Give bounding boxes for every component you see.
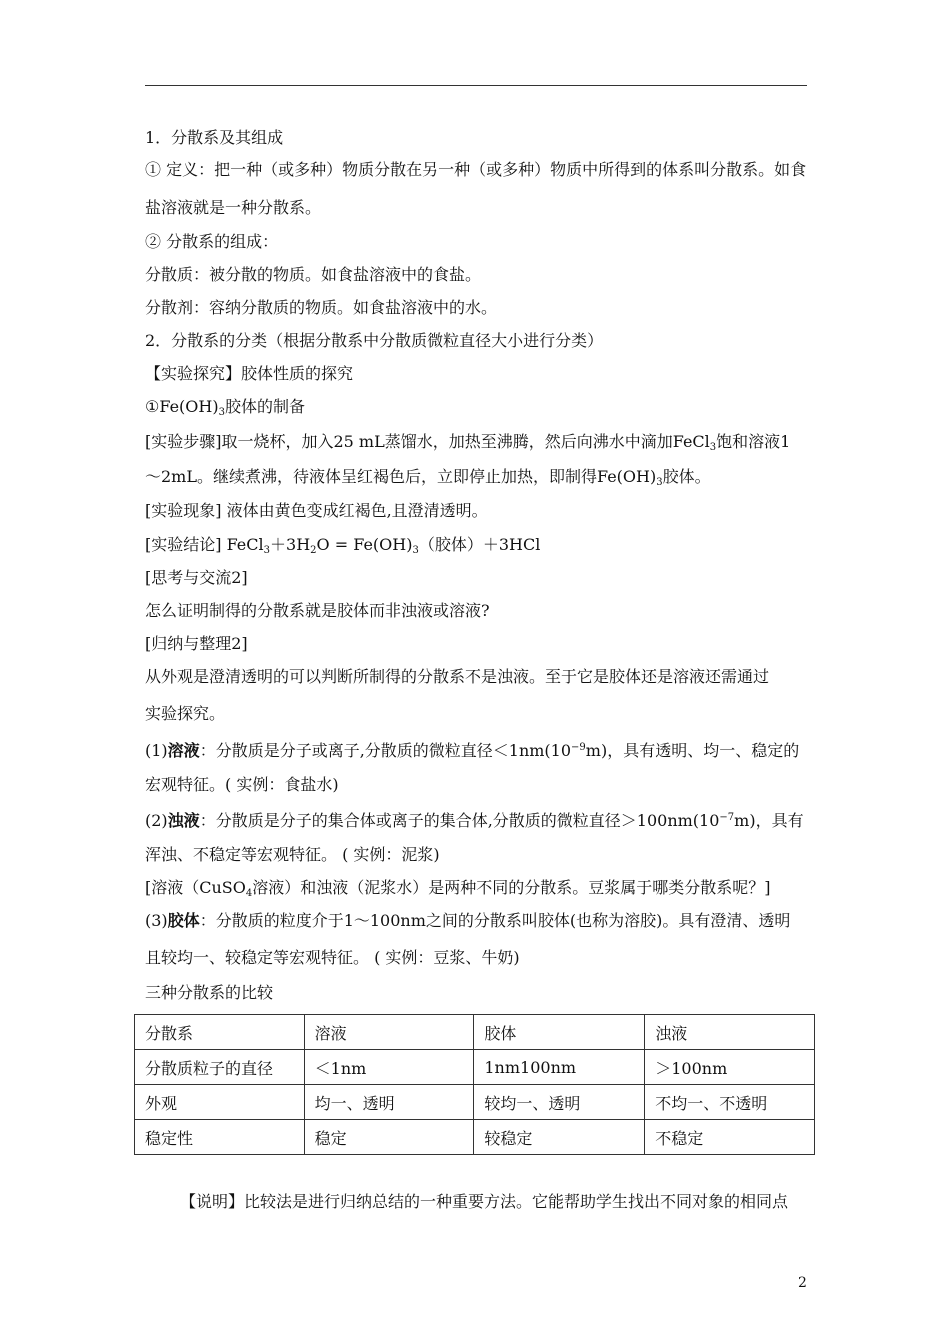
composition-heading: ② 分散系的组成： [145, 232, 279, 251]
colloid-cont: 且较均一、较稳定等宏观特征。 ( 实例：豆浆、牛奶) [145, 948, 520, 967]
table-cell: ＞100nm [645, 1050, 815, 1085]
suspension-line: (2)浊液：分散质是分子的集合体或离子的集合体,分散质的微粒直径$>100nm(10^{-7}m)$，具有 [145, 811, 804, 830]
dispersoid-line: 分散质：被分散的物质。如食盐溶液中的食盐。 [145, 265, 482, 284]
table-cell: 浊液 [645, 1015, 815, 1050]
procedure-line: [实验步骤]取一烧杯，加入25 mL蒸馏水，加热至沸腾，然后向沸水中滴加FeCl$_3$饱和溶液1 [145, 432, 791, 453]
bracket-note: [溶液（CuSO$_4$溶液）和浊液（泥浆水）是两种不同的分散系。豆浆属于哪类分散系呢？] [145, 878, 771, 899]
table-cell: 分散质粒子的直径 [135, 1050, 305, 1085]
table-cell: 较均一、透明 [474, 1085, 645, 1120]
table-cell: 1nm100nm [474, 1050, 645, 1085]
table-cell: 不稳定 [645, 1120, 815, 1155]
experiment-heading: 【实验探究】胶体性质的探究 [145, 364, 354, 383]
comparison-table [134, 1014, 815, 1155]
dispersant-line: 分散剂：容纳分散质的物质。如食盐溶液中的水。 [145, 298, 498, 317]
header-rule [145, 85, 807, 86]
solution-line: (1)溶液：分散质是分子或离子,分散质的微粒直径$<1nm(10^{-9}m)$，具有透明、均一、稳定的 [145, 741, 800, 760]
table-cell: 外观 [135, 1085, 305, 1120]
preparation-heading: $①Fe(OH)_3$胶体的制备 [145, 397, 305, 418]
table-cell: 分散系 [135, 1015, 305, 1050]
summary-line: 从外观是澄清透明的可以判断所制得的分散系不是浊液。至于它是胶体还是溶液还需通过 [145, 667, 770, 686]
summary-cont: 实验探究。 [145, 704, 226, 723]
table-row [135, 1050, 815, 1085]
section-1-heading: 1．分散系及其组成 [145, 128, 284, 147]
conclusion-line: [实验结论] $FeCl_3+3H_2O = Fe(OH)_3$（胶体）＋3HCl [145, 535, 541, 556]
phenomenon-line: [实验现象] 液体由黄色变成红褐色,且澄清透明。 [145, 501, 488, 520]
question-line: 怎么证明制得的分散系就是胶体而非浊液或溶液? [145, 601, 490, 620]
table-caption: 三种分散系的比较 [145, 983, 274, 1002]
table-cell: 溶液 [304, 1015, 474, 1050]
table-cell: 稳定性 [135, 1120, 305, 1155]
table-cell: 稳定 [304, 1120, 474, 1155]
table-cell: ＜1nm [304, 1050, 474, 1085]
solution-cont: 宏观特征。( 实例：食盐水) [145, 775, 339, 794]
procedure-cont: ～2mL。继续煮沸，待液体呈红褐色后，立即停止加热，即制得$Fe(OH)_3$胶体。 [145, 467, 711, 488]
table-cell: 较稳定 [474, 1120, 645, 1155]
table-cell: 不均一、不透明 [645, 1085, 815, 1120]
definition-cont: 盐溶液就是一种分散系。 [145, 198, 322, 217]
think-heading: [思考与交流2] [145, 568, 248, 587]
table-row [135, 1120, 815, 1155]
table-row [135, 1085, 815, 1120]
table-row [135, 1015, 815, 1050]
colloid-line: (3)胶体：分散质的粒度介于1～100nm之间的分散系叫胶体(也称为溶胶)。具有澄清、透明 [145, 911, 791, 930]
page-number: 2 [798, 1275, 807, 1291]
note-line: 【说明】比较法是进行归纳总结的一种重要方法。它能帮助学生找出不同对象的相同点 [180, 1192, 789, 1211]
summary-heading: [归纳与整理2] [145, 634, 248, 653]
table-cell: 胶体 [474, 1015, 645, 1050]
table-cell: 均一、透明 [304, 1085, 474, 1120]
section-2-heading: 2．分散系的分类（根据分散系中分散质微粒直径大小进行分类） [145, 331, 604, 350]
definition-line: ① 定义：把一种（或多种）物质分散在另一种（或多种）物质中所得到的体系叫分散系。如食 [145, 160, 807, 179]
suspension-cont: 浑浊、不稳定等宏观特征。 ( 实例：泥浆) [145, 845, 440, 864]
